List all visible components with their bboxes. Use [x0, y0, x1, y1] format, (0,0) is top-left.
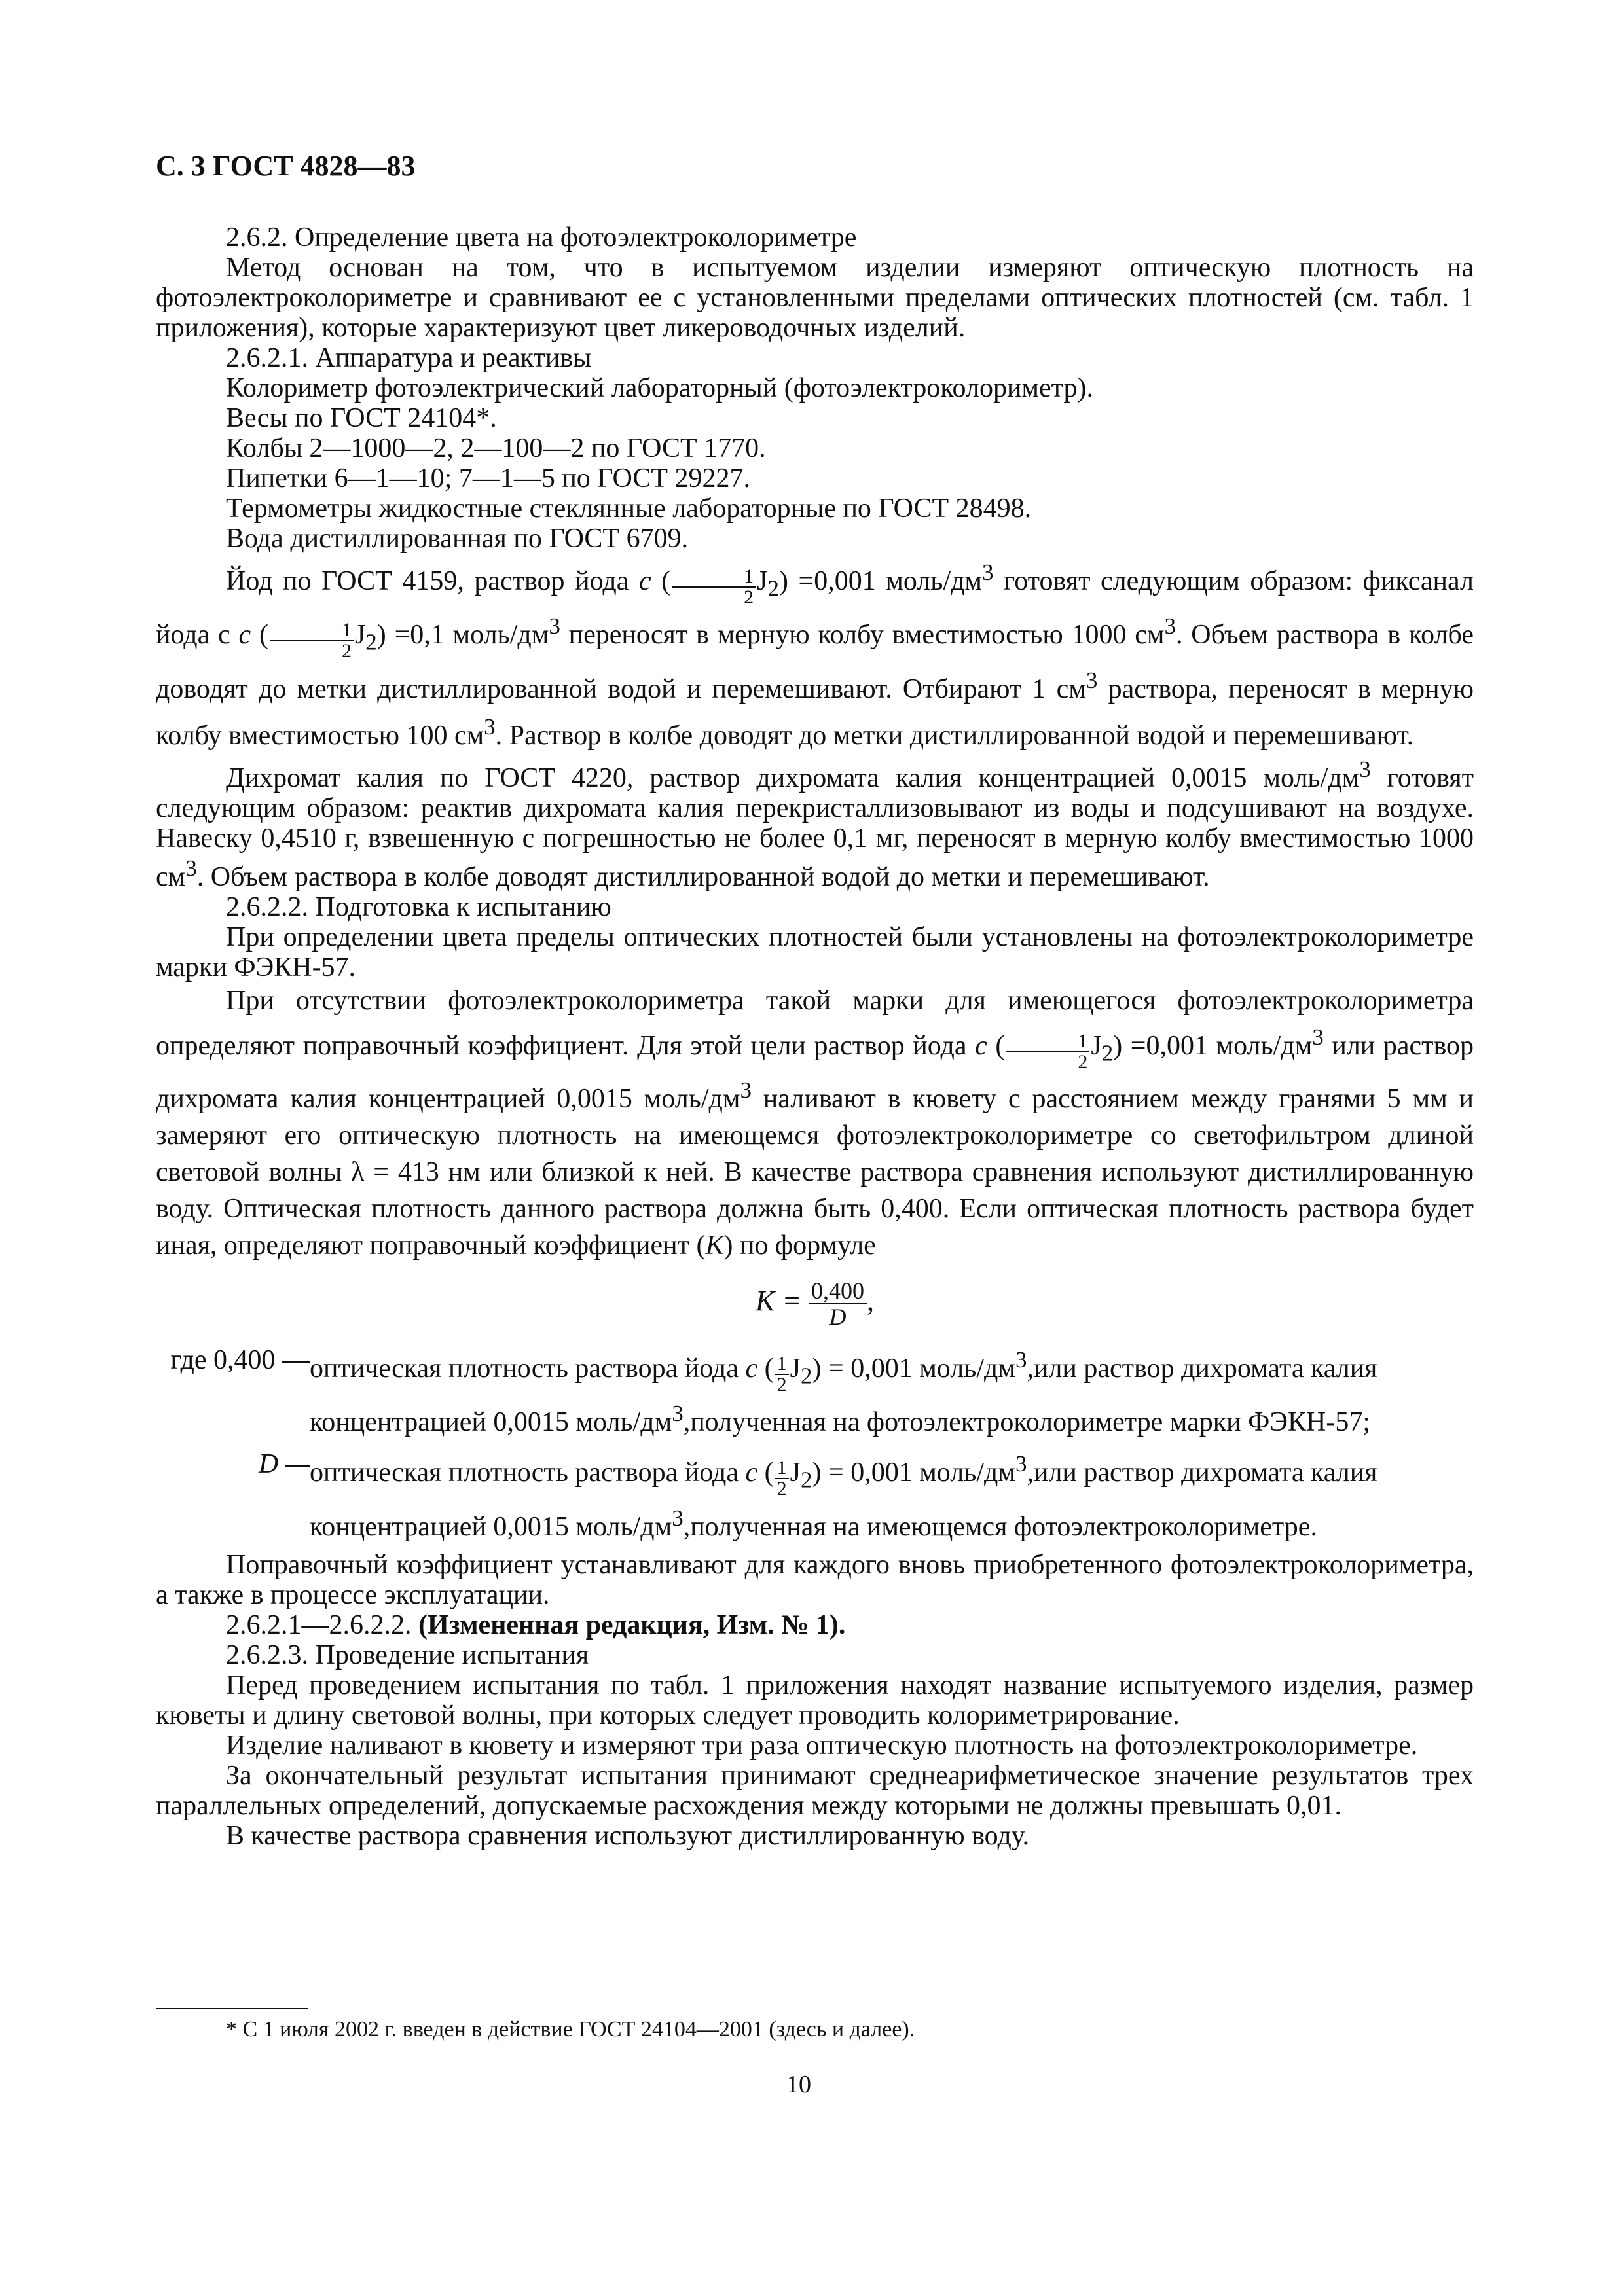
fraction: $\frac{1}{2}$	[1006, 1031, 1089, 1072]
subsection-title: 2.6.2.3. Проведение испытания	[226, 1640, 589, 1670]
amendment-note: 2.6.2.1—2.6.2.2. (Измененная редакция, Изм. № 1).	[226, 1609, 846, 1640]
list-item: Вода дистиллированная по ГОСТ 6709.	[226, 524, 689, 554]
list-item: Колориметр фотоэлектрический лабораторный (фотоэлектроколориметр).	[226, 373, 1094, 403]
paragraph-correction: При отсутствии фотоэлектроколориметра такой марки для имеющегося фотоэлектроколориметра определяют поправочный коэффициент. Для этой цели раствор йода c ( $\frac{1}{2}$ $J_2) =0,001$ моль/$дм^3$ или раствор дихромата калия концентрацией 0,0015 моль/$дм^3$ наливают в кювету с расстоянием между гранями 5 мм и замеряют его оптическую плотность на имеющемся фотоэлектроколориметре со светофильтром длиной световой волны λ = 413 нм или близкой к ней. В качестве раствора сравнения используют дистиллированную воду. Оптическая плотность данного раствора должна быть 0,400. Если оптическая плотность раствора будет иная, определяют поправочный коэффициент (K) по формуле	[156, 985, 1474, 1261]
paragraph-dichromate: Дихромат калия по ГОСТ 4220, раствор дихромата калия концентрацией 0,0015 моль/$дм^3$ готовят следующим образом: реактив дихромата калия перекристаллизовывают из воды и подсушивают на воздухе. Навеску 0,4510 г, взвешенную с погрешностью не более 0,1 мг, переносят в мерную колбу вместимостью 1000 $см^3$. Объем раствора в колбе доводят дистиллированной водой до метки и перемешивают.	[156, 756, 1474, 892]
subsection-title: 2.6.2.1. Аппаратура и реактивы	[226, 343, 592, 373]
list-item: Пипетки 6—1—10; 7—1—5 по ГОСТ 29227.	[226, 463, 751, 493]
subsection-title: 2.6.2.2. Подготовка к испытанию	[226, 891, 611, 922]
list-item: Весы по ГОСТ 24104*.	[226, 403, 497, 433]
document-body	[156, 223, 1474, 1851]
paragraph-iodine: Йод по ГОСТ 4159, раствор йода c ( $\frac{1}{2}$ $J_2) =0,001$ моль/$дм^3$ готовят следующим образом: фиксанал йода с c ( $\frac{1}{2}$ $J_2) =0,1$ моль/$дм^3$ переносят в мерную колбу вместимостью 1000 $см^3$. Объем раствора в колбе доводят до метки дистиллированной водой и перемешивают. Отбирают 1 $см^3$ раствора, переносят в мерную колбу вместимостью 100 $см^3$. Раствор в колбе доводят до метки дистиллированной водой и перемешивают.	[156, 560, 1474, 751]
formula-definitions	[156, 1341, 1474, 1546]
definition-item: где 0,400 — оптическая плотность раствора йода c ( $\frac{1}{2}$ $J_2) = 0,001$ моль/$дм^3,или$ раствор дихромата калия концентрацией 0,0015 моль/$дм^3,полученная$ на фотоэлектроколориметре марки ФЭКН-57;	[170, 1344, 1377, 1438]
fraction: $\frac{1}{2}$	[270, 620, 354, 661]
paragraph: За окончательный результат испытания принимают среднеарифметическое значение результатов трех параллельных определений, допускаемые расхождения между которыми не должны превышать 0,01.	[156, 1760, 1474, 1821]
fraction: $\frac{1}{2}$	[775, 1458, 789, 1499]
fraction: $\frac{1}{2}$	[775, 1354, 789, 1395]
paragraph: Перед проведением испытания по табл. 1 приложения находят название испытуемого изделия, размер кюветы и длину световой волны, при которых следует проводить колориметрирование.	[156, 1670, 1474, 1731]
fraction: $\frac{1}{2}$	[672, 567, 756, 607]
formula: K = $\frac{0,400}{D}$ ,	[755, 1277, 875, 1330]
definition-item: D — оптическая плотность раствора йода c ( $\frac{1}{2}$ $J_2) = 0,001$ моль/$дм^3,или$ раствор дихромата калия концентрацией 0,0015 моль/$дм^3,полученная$ на имеющемся фотоэлектроколориметре.	[258, 1449, 1377, 1542]
section-title: 2.6.2. Определение цвета на фотоэлектроколориметре	[226, 223, 857, 253]
list-item: Колбы 2—1000—2, 2—100—2 по ГОСТ 1770.	[226, 433, 766, 463]
paragraph: Поправочный коэффициент устанавливают для каждого вновь приобретенного фотоэлектроколориметра, а также в процессе эксплуатации.	[156, 1549, 1474, 1610]
footnote: * С 1 июля 2002 г. введен в действие ГОСТ 24104—2001 (здесь и далее).	[226, 2017, 915, 2041]
paragraph: Метод основан на том, что в испытуемом изделии измеряют оптическую плотность на фотоэлектроколориметре и сравнивают ее с установленными пределами оптических плотностей (см. табл. 1 приложения), которые характеризуют цвет ликероводочных изделий.	[156, 253, 1474, 343]
paragraph: Изделие наливают в кювету и измеряют три раза оптическую плотность на фотоэлектроколориметре.	[226, 1730, 1418, 1761]
paragraph: В качестве раствора сравнения используют дистиллированную воду.	[226, 1820, 1030, 1851]
formula-fraction: $\frac{0,400}{D}$	[809, 1278, 867, 1329]
page-header: С. 3 ГОСТ 4828—83	[156, 150, 416, 182]
footnote-divider	[156, 2008, 308, 2009]
paragraph: При определении цвета пределы оптических плотностей были установлены на фотоэлектроколориметре марки ФЭКН-57.	[156, 922, 1474, 982]
list-item: Термометры жидкостные стеклянные лабораторные по ГОСТ 28498.	[226, 493, 1032, 524]
page-number: 10	[786, 2071, 811, 2098]
